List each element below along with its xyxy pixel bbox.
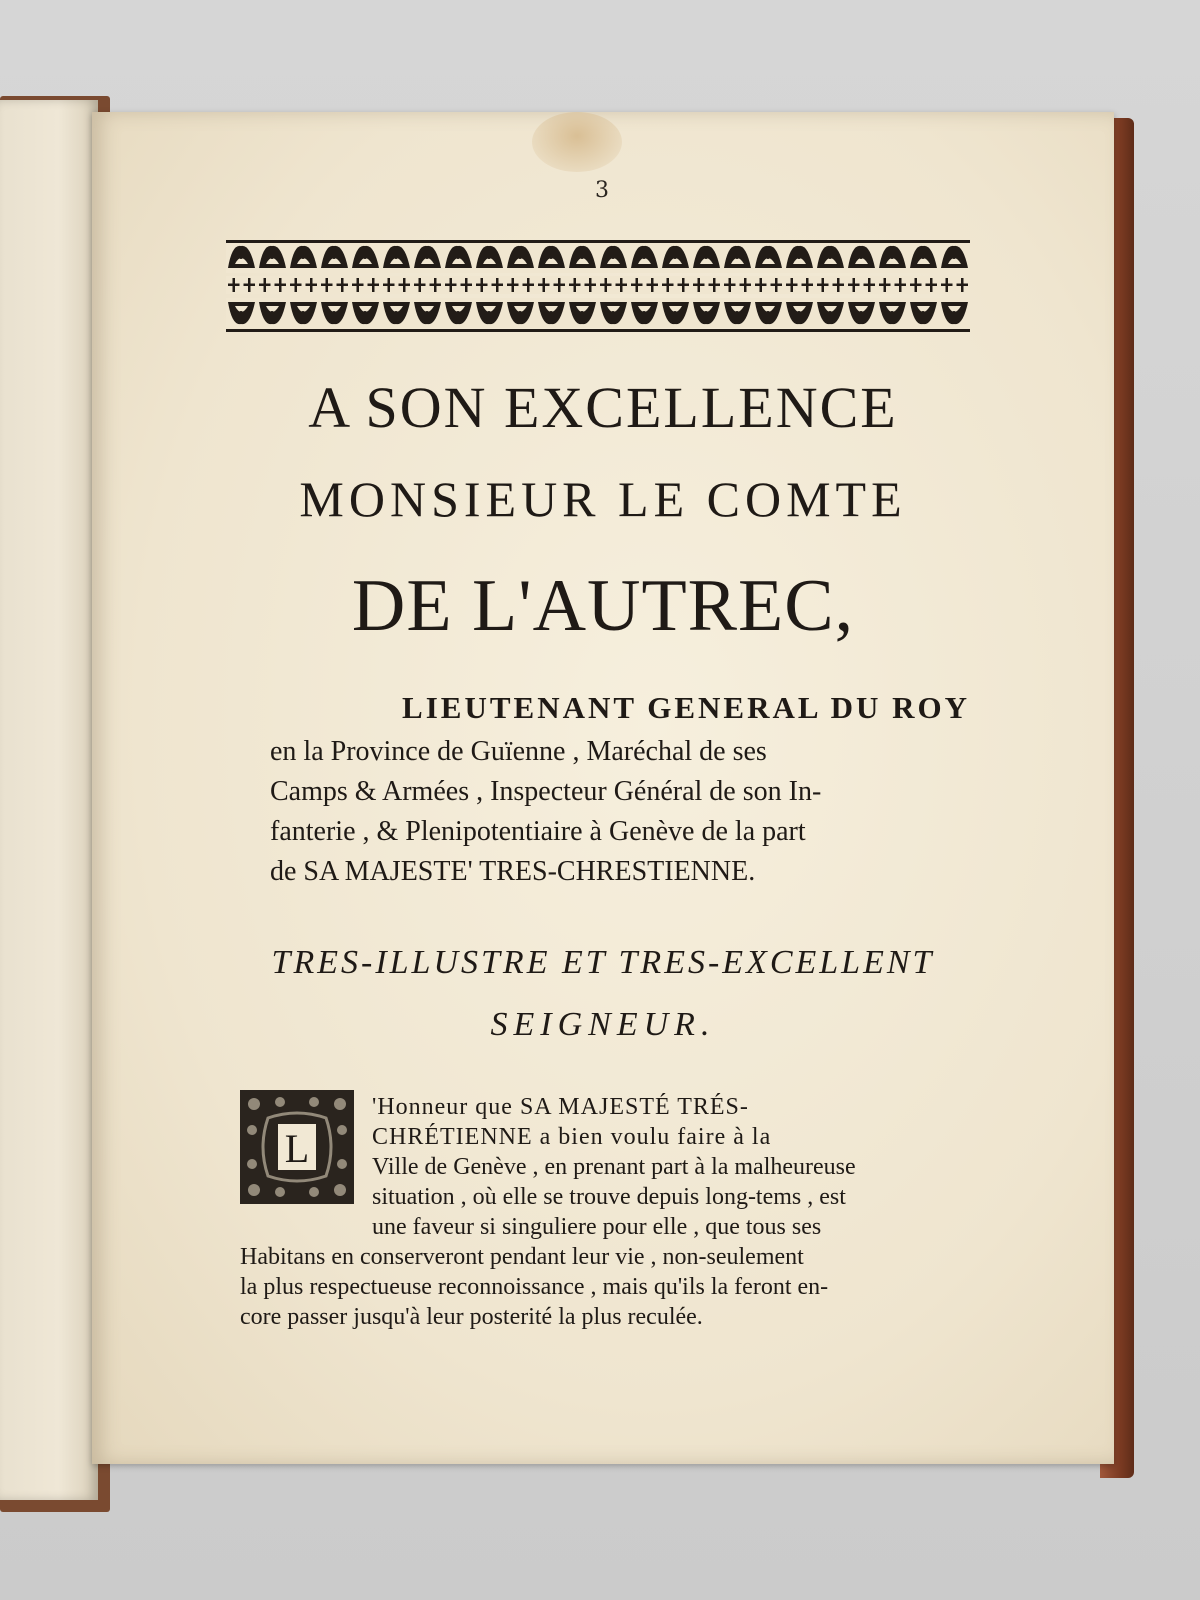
book-page: [92, 112, 1114, 1464]
salutation-line-1: TRES-ILLUSTRE ET TRES-EXCELLENT: [271, 944, 935, 981]
description-line: de SA MAJESTE' TRES-CHRESTIENNE.: [270, 856, 756, 887]
heading-line-3: DE L'AUTREC,: [351, 565, 855, 647]
description-line: fanterie , & Plenipotentiaire à Genève de la part: [270, 816, 806, 847]
subtitle: LIEUTENANT GENERAL DU ROY: [402, 690, 970, 725]
salutation-line-2: SEIGNEUR.: [490, 1006, 716, 1043]
body-line: situation , où elle se trouve depuis long-tems , est: [372, 1184, 846, 1210]
left-page: [0, 100, 98, 1500]
body-line: CHRÉTIENNE a bien voulu faire à la: [372, 1124, 772, 1150]
paper-stain: [532, 112, 622, 172]
bleed-through-text: [792, 208, 798, 234]
body-line: Ville de Genève , en prenant part à la malheureuse: [372, 1154, 856, 1180]
body-line: Habitans en conserveront pendant leur vie , non-seulement: [240, 1244, 804, 1270]
description-line: Camps & Armées , Inspecteur Général de son In-: [270, 776, 822, 807]
body-line: une faveur si singuliere pour elle , que tous ses: [372, 1214, 822, 1240]
body-line: 'Honneur que SA MAJESTÉ TRÉS-: [372, 1094, 749, 1120]
page-number: 3: [595, 178, 609, 203]
description-line: en la Province de Guïenne , Maréchal de ses: [270, 736, 767, 767]
body-line: la plus respectueuse reconnoissance , mais qu'ils la feront en-: [240, 1274, 829, 1300]
decorated-initial: [240, 1090, 354, 1204]
initial-letter: L: [276, 1122, 318, 1172]
heading-line-1: A SON EXCELLENCE: [308, 375, 898, 440]
ornament-band: [226, 240, 970, 332]
body-line: core passer jusqu'à leur posterité la plus reculée.: [240, 1304, 703, 1330]
heading-line-2: MONSIEUR LE COMTE: [299, 471, 907, 527]
